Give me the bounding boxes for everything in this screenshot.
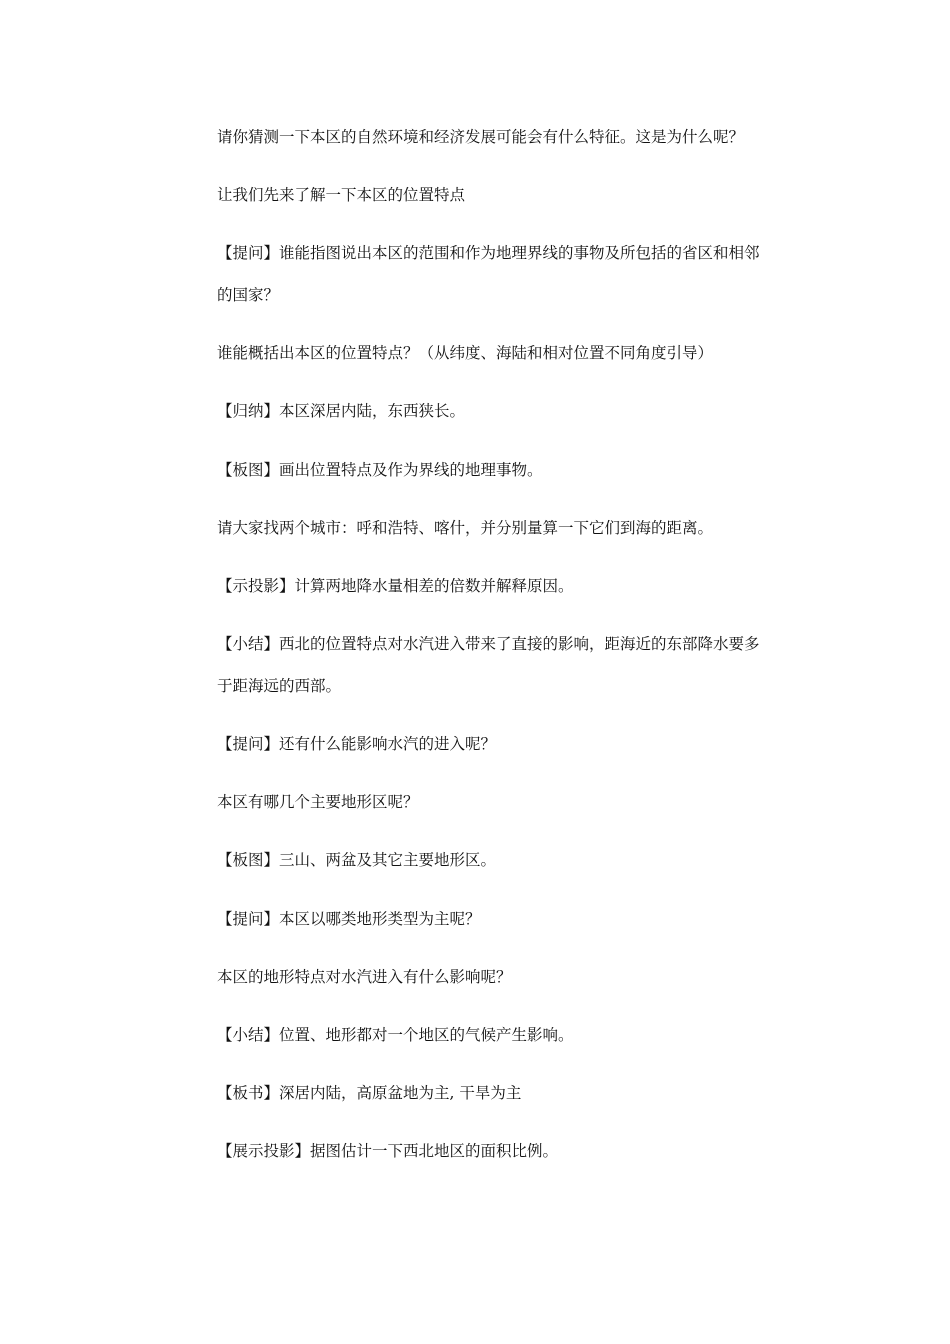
paragraph-6: 【归纳】本区深居内陆，东西狭长。	[217, 402, 466, 420]
paragraph-17: 【小结】位置、地形都对一个地区的气候产生影响。	[217, 1026, 574, 1044]
paragraph-15: 【提问】本区以哪类地形类型为主呢？	[217, 910, 481, 928]
paragraph-16: 本区的地形特点对水汽进入有什么影响呢？	[217, 968, 512, 986]
paragraph-19: 【展示投影】据图估计一下西北地区的面积比例。	[217, 1142, 559, 1160]
paragraph-9: 【示投影】计算两地降水量相差的倍数并解释原因。	[217, 577, 574, 595]
paragraph-4: 的国家？	[217, 286, 280, 304]
paragraph-5: 谁能概括出本区的位置特点？（从纬度、海陆和相对位置不同角度引导）	[217, 344, 714, 362]
paragraph-7: 【板图】画出位置特点及作为界线的地理事物。	[217, 461, 543, 479]
paragraph-11: 于距海远的西部。	[217, 677, 342, 695]
paragraph-18: 【板书】深居内陆，高原盆地为主, 干旱为主	[217, 1084, 522, 1102]
paragraph-3: 【提问】谁能指图说出本区的范围和作为地理界线的事物及所包括的省区和相邻	[217, 244, 760, 262]
paragraph-12: 【提问】还有什么能影响水汽的进入呢？	[217, 735, 497, 753]
paragraph-2: 让我们先来了解一下本区的位置特点	[217, 186, 466, 204]
paragraph-8: 请大家找两个城市：呼和浩特、喀什，并分别量算一下它们到海的距离。	[217, 519, 714, 537]
paragraph-13: 本区有哪几个主要地形区呢？	[217, 793, 419, 811]
paragraph-10: 【小结】西北的位置特点对水汽进入带来了直接的影响，距海近的东部降水要多	[217, 635, 760, 653]
paragraph-14: 【板图】三山、两盆及其它主要地形区。	[217, 851, 497, 869]
paragraph-1: 请你猜测一下本区的自然环境和经济发展可能会有什么特征。这是为什么呢？	[217, 128, 745, 146]
